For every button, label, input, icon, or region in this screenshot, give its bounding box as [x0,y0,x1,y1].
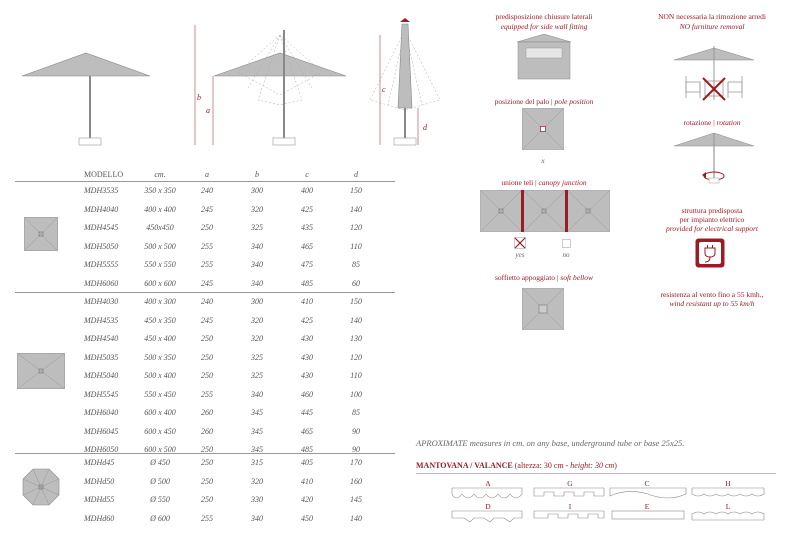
value-cell: 460 [301,389,313,399]
pole-position-icon [522,108,564,150]
value-cell: 100 [350,389,362,399]
valance-type-e: E [644,502,650,511]
value-cell: 410 [301,297,313,306]
model-cell: MDHd50 [84,476,115,486]
value-cell: 340 [251,241,263,251]
value-cell: 600 x 500 [144,445,176,454]
model-cell: MDH4030 [84,297,119,306]
value-cell: 340 [251,278,263,288]
value-cell: 435 [301,223,313,232]
value-cell: 260 [201,408,213,417]
value-cell: 250 [201,458,213,467]
value-cell: 250 [201,352,213,362]
rotation-en: rotation [716,118,741,127]
col-header-c: c [305,170,309,179]
value-cell: 430 [301,334,313,343]
value-cell: 325 [251,352,263,362]
value-cell: 170 [350,458,362,467]
value-cell: 245 [201,204,213,214]
col-header-d: d [354,170,358,179]
value-cell: 250 [201,495,213,504]
valance-type-h: H [725,479,731,488]
value-cell: 320 [251,476,263,486]
valance-sub-it: height: 30 cm [570,461,615,470]
junction-no-icon [562,239,571,248]
canopy-junction-icon [480,190,610,232]
value-cell: 340 [251,260,263,269]
col-header-cm: cm. [154,170,166,179]
dim-d-label: d [423,123,427,132]
value-cell: 420 [301,495,313,504]
no-furniture-title: NON necessaria la rimozione arredi [658,12,766,21]
value-cell: 250 [201,371,213,380]
value-cell: 485 [301,445,313,454]
value-cell: 140 [350,513,362,523]
value-cell: 600 x 600 [144,278,176,288]
value-cell: 245 [201,278,213,288]
value-cell: 450 x 350 [144,315,176,325]
model-cell: MDH4535 [84,315,119,325]
value-cell: 140 [350,204,362,214]
col-header-b: b [255,170,259,179]
value-cell: 410 [301,476,313,486]
no-furniture-subtitle: NO furniture removal [679,22,745,31]
model-cell: MDHd45 [84,458,115,467]
model-cell: MDH4545 [84,223,119,232]
value-cell: 60 [352,278,360,288]
value-cell: 450 x 400 [144,334,176,343]
canopy-junction-it: unione teli [501,178,534,187]
value-cell: 90 [352,426,360,436]
value-cell: 550 x 450 [144,389,176,399]
model-cell: MDH6050 [84,445,119,454]
valance-sub-prefix: (altezza: 30 cm - [514,461,571,470]
value-cell: 400 x 300 [144,297,176,306]
canopy-junction-en: canopy junction [538,178,587,187]
rectangle-shape-icon [17,353,65,389]
value-cell: 250 [201,334,213,343]
value-cell: 600 x 450 [144,426,176,436]
value-cell: Ø 500 [150,476,170,486]
soft-bellow-icon [522,288,564,330]
value-cell: 485 [301,278,313,288]
valance-type-i: I [568,502,572,511]
value-cell: 450 [301,513,313,523]
measurement-footnote: APROXIMATE measures in cm. on any base, underground tube or base 25x25. [416,438,685,448]
value-cell: 300 [251,186,263,195]
value-cell: 240 [201,186,213,195]
dim-c-label: c [382,85,386,94]
value-cell: 300 [251,297,263,306]
value-cell: 250 [201,476,213,486]
value-cell: 260 [201,426,213,436]
value-cell: 150 [350,297,362,306]
value-cell: 330 [251,495,263,504]
value-cell: 320 [251,315,263,325]
value-cell: 240 [201,297,213,306]
junction-yes-label: yes [515,251,525,259]
value-cell: 255 [201,260,213,269]
model-cell: MDH3535 [84,186,119,195]
value-cell: 430 [301,352,313,362]
value-cell: 425 [301,315,313,325]
value-cell: 345 [251,408,263,417]
value-cell: 500 x 500 [144,241,176,251]
model-cell: MDH6060 [84,278,119,288]
electrical-title-2: per impianto elettrico [679,215,745,224]
value-cell: Ø 600 [150,513,170,523]
value-cell: 500 x 400 [144,371,176,380]
value-cell: 445 [301,408,313,417]
value-cell: 600 x 400 [144,408,176,417]
value-cell: 345 [251,426,263,436]
model-cell: MDH5035 [84,352,119,362]
soft-bellow-en: soft bellow [560,273,594,282]
model-cell: MDH5545 [84,389,119,399]
value-cell: 475 [301,260,313,269]
valance-sub-suffix: ) [614,461,617,470]
value-cell: 340 [251,389,263,399]
pole-x-label: x [541,156,545,165]
value-cell: 400 [301,186,313,195]
value-cell: 550 x 550 [144,260,176,269]
value-cell: 255 [201,241,213,251]
model-cell: MDHd60 [84,513,115,523]
model-cell: MDH5050 [84,241,119,251]
value-cell: 110 [350,241,362,251]
model-cell: MDH4540 [84,334,119,343]
square-shape-icon [24,217,58,251]
side-wall-title: predisposizione chiusure laterali [495,12,593,21]
side-wall-icon [517,34,571,80]
value-cell: 120 [350,352,362,362]
value-cell: 465 [301,426,313,436]
value-cell: 315 [251,458,263,467]
value-cell: 85 [352,408,360,417]
electrical-title-1: struttura predisposta [681,206,743,215]
value-cell: 400 x 400 [144,204,176,214]
value-cell: 250 [201,223,213,232]
value-cell: 320 [251,334,263,343]
valance-heading [416,461,617,470]
pole-position-title: posizione del palo | pole position [494,97,594,106]
value-cell: 110 [350,371,362,380]
valance-title: MANTOVANA / VALANCE [416,461,513,470]
junction-yes-icon [514,237,526,249]
value-cell: 130 [350,334,362,343]
dim-b-label: b [197,93,201,102]
soft-bellow-title: soffietto appoggiato | soft bellow [494,273,594,282]
value-cell: 325 [251,371,263,380]
col-header-a: a [205,170,209,179]
value-cell: 120 [350,223,362,232]
value-cell: 255 [201,513,213,523]
value-cell: 145 [350,495,362,504]
divider [15,292,395,293]
electrical-subtitle: provided for electrical support [666,224,758,233]
value-cell: 140 [350,315,362,325]
value-cell: 320 [251,204,263,214]
valance-type-l: L [725,502,731,511]
octagon-shape-icon [22,468,60,506]
col-header-model: MODELLO [84,170,124,179]
value-cell: 405 [301,458,313,467]
value-cell: 160 [350,476,362,486]
soft-bellow-it: soffietto appoggiato [494,273,556,282]
divider [15,181,395,182]
model-cell: MDH4040 [84,204,119,214]
model-cell: MDH6040 [84,408,119,417]
electrical-plug-icon [695,238,725,268]
value-cell: 450x450 [146,223,174,232]
model-cell: MDH5040 [84,371,119,380]
value-cell: 340 [251,513,263,523]
valance-type-d: D [485,502,491,511]
value-cell: 345 [251,445,263,454]
value-cell: Ø 450 [150,458,170,467]
model-cell: MDHd55 [84,495,115,504]
rotation-it: rotazione [683,118,712,127]
value-cell: 350 x 350 [144,186,176,195]
wind-subtitle: wind resistant up to 55 km/h [669,299,755,308]
junction-no-label: no [562,251,570,259]
pole-position-en: pole position [554,97,594,106]
value-cell: Ø 550 [150,495,170,504]
divider [416,473,776,474]
rotation-icon [672,128,756,186]
valance-type-c: C [644,479,650,488]
canopy-junction-title: unione teli | canopy junction [501,178,587,187]
no-furniture-icon [672,38,756,102]
valance-type-g: G [567,479,573,488]
value-cell: 500 x 350 [144,352,176,362]
value-cell: 255 [201,389,213,399]
dim-a-label: a [206,106,210,115]
value-cell: 425 [301,204,313,214]
value-cell: 245 [201,315,213,325]
value-cell: 90 [352,445,360,454]
rotation-title: rotazione | rotation [683,118,741,127]
model-cell: MDH6045 [84,426,119,436]
value-cell: 250 [201,445,213,454]
model-cell: MDH5555 [84,260,119,269]
value-cell: 325 [251,223,263,232]
value-cell: 85 [352,260,360,269]
value-cell: 150 [350,186,362,195]
wind-title: resistenza al vento fino a 55 kmh., [660,290,764,299]
value-cell: 465 [301,241,313,251]
side-wall-subtitle: equipped for side wall fitting [500,22,588,31]
valance-type-a: A [485,479,491,488]
pole-position-it: posizione del palo [494,97,550,106]
value-cell: 430 [301,371,313,380]
